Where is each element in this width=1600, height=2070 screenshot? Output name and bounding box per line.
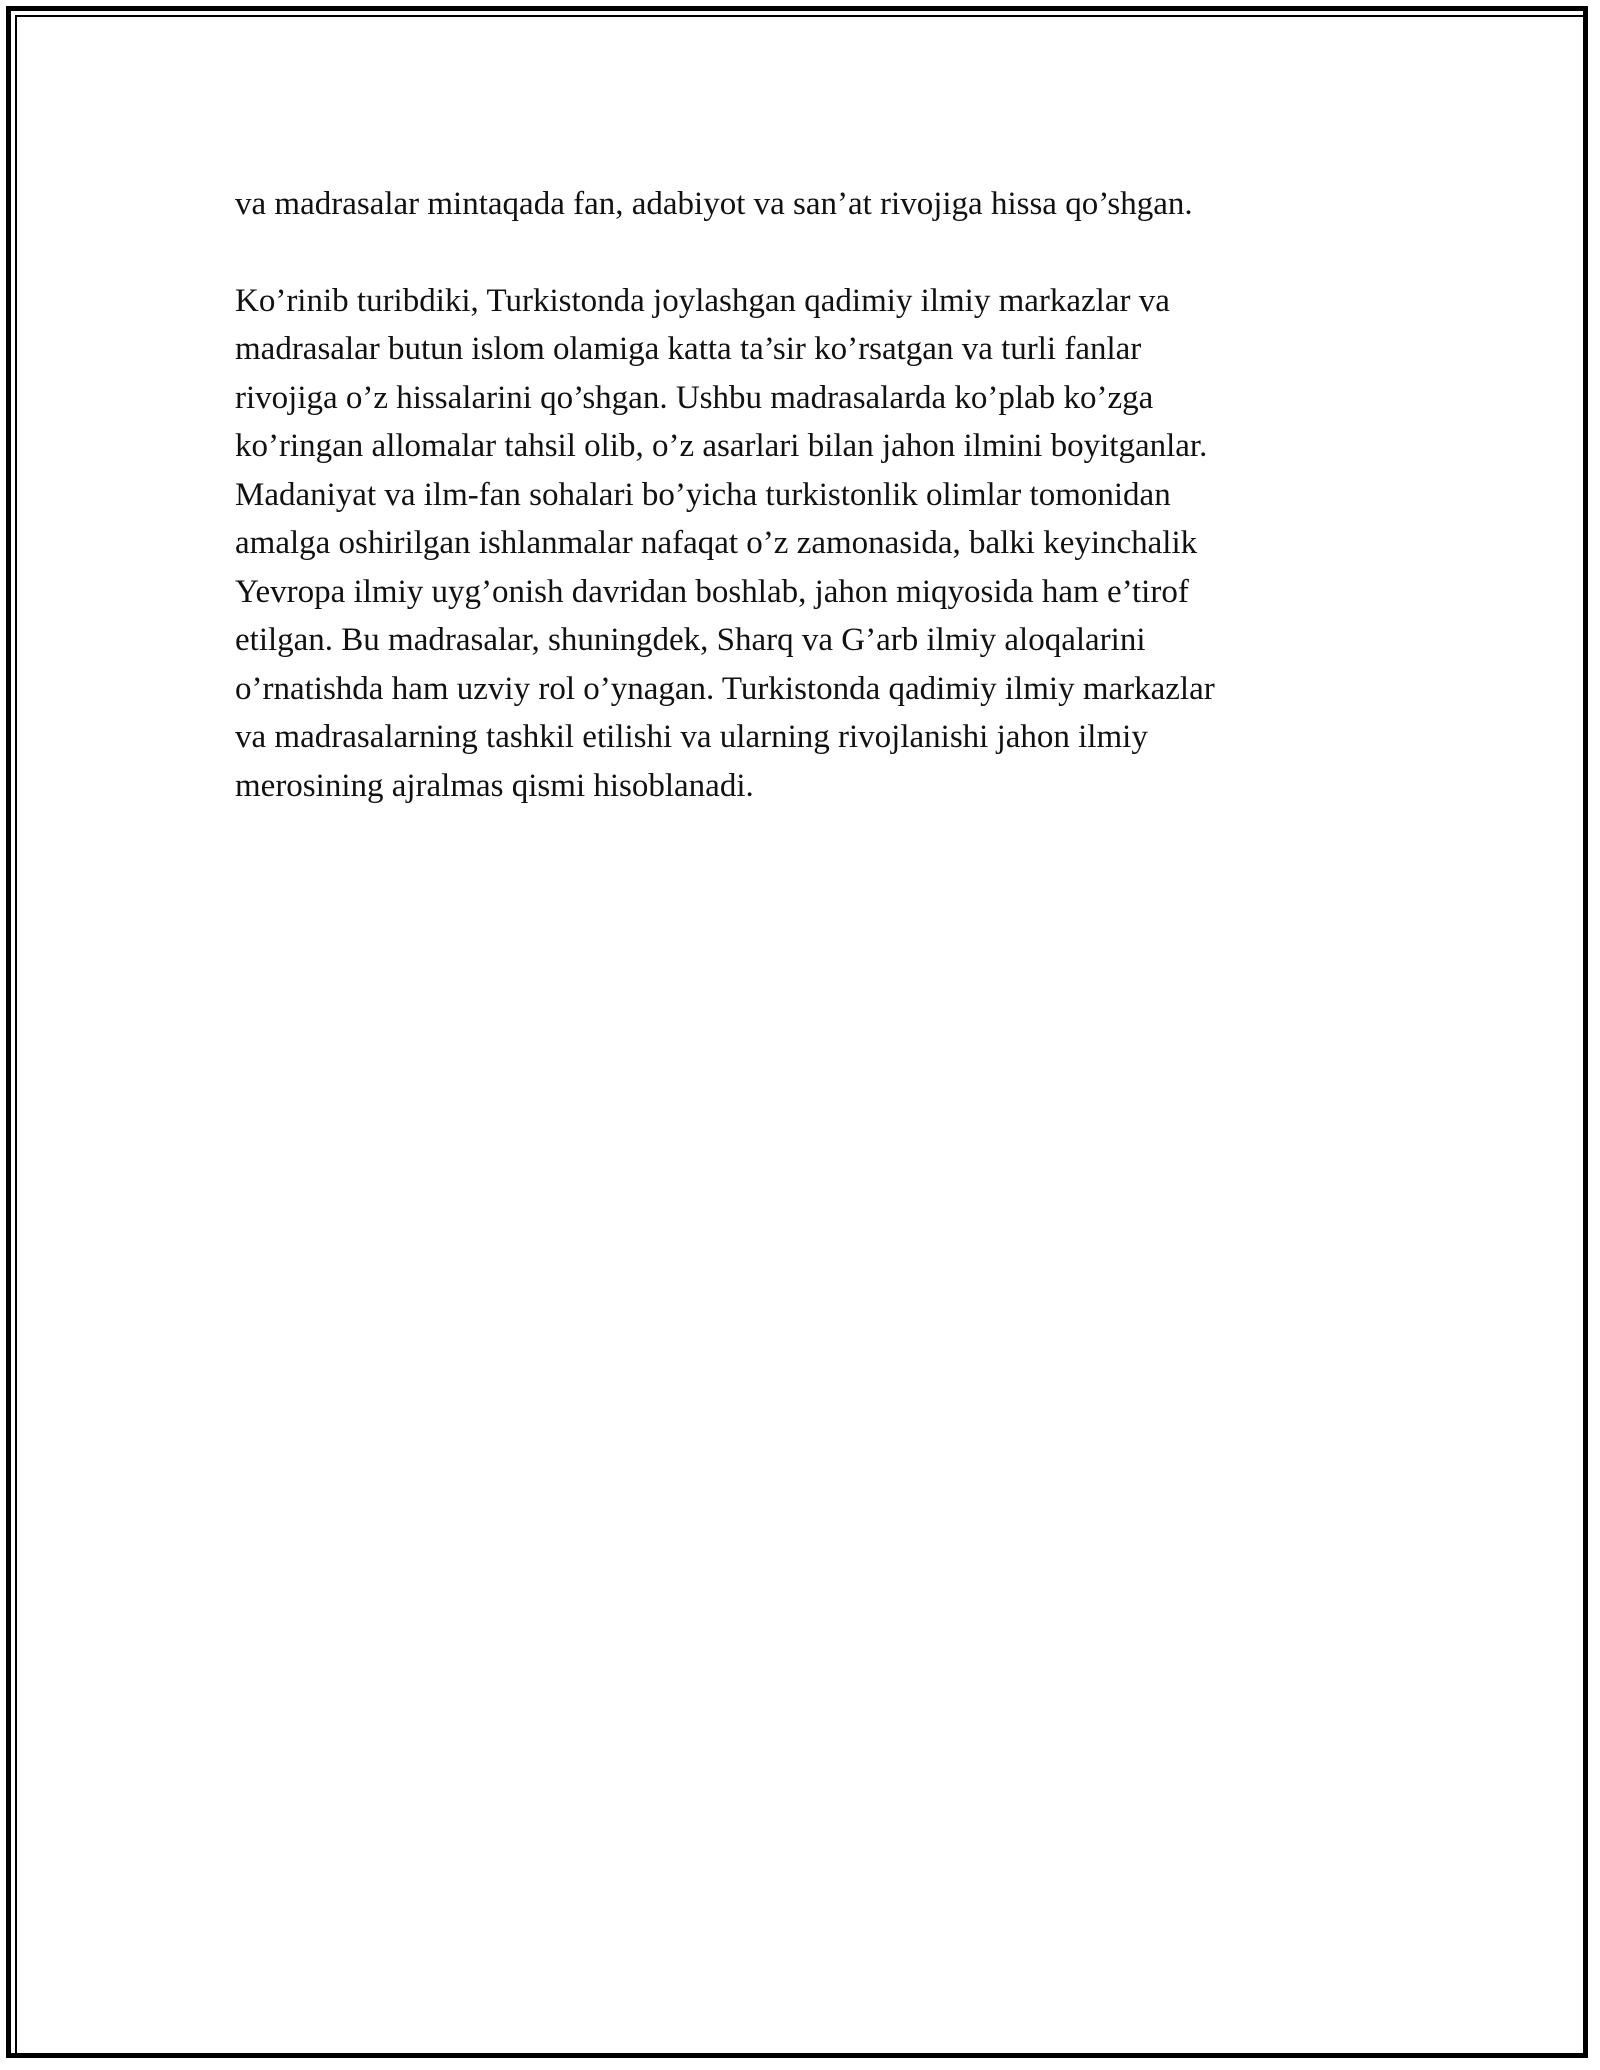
paragraph-1 <box>235 180 1345 229</box>
text-line: Ko’rinib turibdiki, Turkistonda joylashgan qadimiy ilmiy markazlar va <box>235 282 1170 319</box>
text-line: va madrasalarning tashkil etilishi va ularning rivojlanishi jahon ilmiy <box>235 719 1148 755</box>
text-line: amalga oshirilgan ishlanmalar nafaqat o’z zamonasida, balki keyinchalik <box>235 525 1198 561</box>
text-line: o’rnatishda ham uzviy rol o’ynagan. Turkistonda qadimiy ilmiy markazlar <box>235 670 1215 707</box>
text-line: Madaniyat va ilm-fan sohalari bo’yicha turkistonlik olimlar tomonidan <box>235 476 1171 513</box>
paragraph-2 <box>235 277 1345 811</box>
text-line: va madrasalar mintaqada fan, adabiyot va san’at rivojiga hissa qo’shgan. <box>235 186 1193 222</box>
document-body <box>235 180 1345 810</box>
text-line: etilgan. Bu madrasalar, shuningdek, Sharq va G’arb ilmiy aloqalarini <box>235 622 1146 658</box>
text-line: Yevropa ilmiy uyg’onish davridan boshlab, jahon miqyosida ham e’tirof <box>235 573 1189 610</box>
text-line: merosining ajralmas qismi hisoblanadi. <box>235 767 754 804</box>
text-line: rivojiga o’z hissalarini qo’shgan. Ushbu madrasalarda ko’plab ko’zga <box>235 379 1154 416</box>
paragraph-spacer <box>235 229 1345 277</box>
text-line: ko’ringan allomalar tahsil olib, o’z asarlari bilan jahon ilmini boyitganlar. <box>235 428 1208 464</box>
text-line: madrasalar butun islom olamiga katta ta’sir ko’rsatgan va turli fanlar <box>235 331 1142 367</box>
